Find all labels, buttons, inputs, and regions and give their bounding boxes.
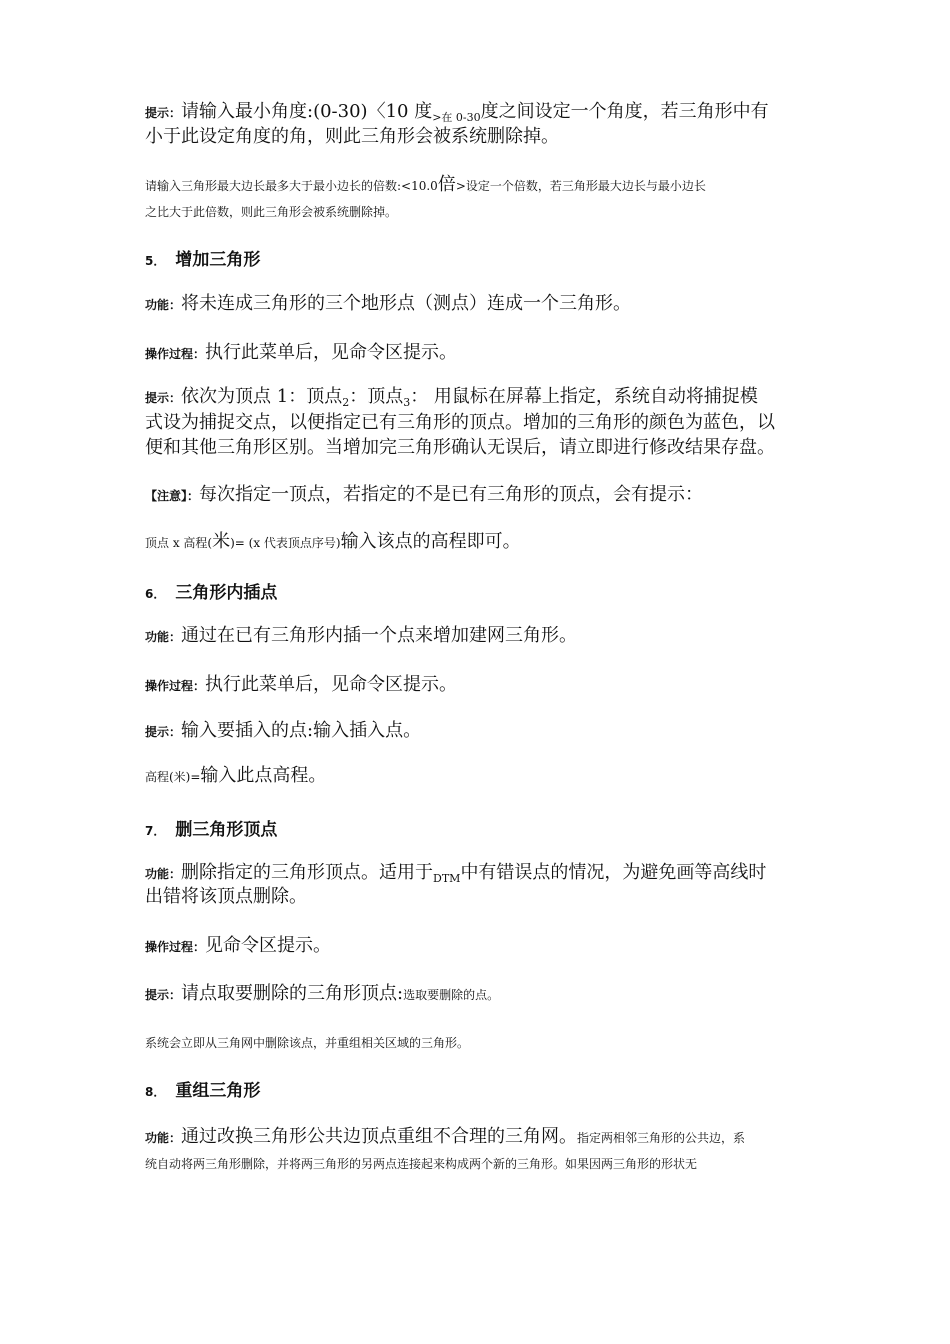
hint-text: 请点取要删除的三角形顶点:	[181, 983, 404, 1004]
s7-hint	[145, 983, 499, 1006]
s5-operation	[145, 342, 457, 365]
s5-function	[145, 293, 631, 316]
section-number: 8．	[145, 1085, 166, 1099]
function-label: 功能：	[145, 630, 182, 644]
hint-label: 提示：	[145, 391, 182, 405]
operation-label: 操作过程：	[145, 679, 206, 693]
hint-label: 提示：	[145, 725, 182, 739]
s6-hint	[145, 720, 421, 743]
hint-text: 依次为顶点 1：顶点	[181, 386, 343, 407]
function-text: 通过改换三角形公共边顶点重组不合理的三角网。	[181, 1126, 578, 1147]
section-7-heading	[145, 815, 277, 840]
hint-text: 输入要插入的点:输入插入点。	[181, 720, 422, 741]
s7-function-line2: 出错将该顶点删除。	[145, 886, 307, 907]
min-angle-prompt: 请输入最小角度:(0-30)〈10 度	[181, 101, 433, 122]
section-8-heading	[145, 1076, 260, 1101]
hint-label: 提示：	[145, 988, 182, 1002]
hint-detail: 选取要删除的点。	[403, 988, 500, 1002]
s7-system-note: 系统会立即从三角网中删除该点，并重组相关区域的三角形。	[145, 1036, 470, 1050]
operation-text: 执行此菜单后，见命令区提示。	[205, 674, 458, 695]
function-text: 通过在已有三角形内插一个点来增加建网三角形。	[181, 625, 578, 646]
section-title: 增加三角形	[175, 250, 261, 270]
vertex-prompt-tail: )= (x 代表顶点序号)	[230, 536, 341, 550]
s6-function	[145, 625, 577, 648]
function-text: 中有错误点的情况，为避免画等高线时	[460, 862, 767, 883]
section-6-heading	[145, 578, 277, 603]
s5-note	[145, 484, 703, 507]
function-label: 功能：	[145, 1131, 182, 1145]
hint-text: ： 用鼠标在屏幕上指定，系统自动将捕捉模	[410, 386, 758, 407]
section-title: 删三角形顶点	[175, 820, 278, 840]
function-text: 删除指定的三角形顶点。适用于	[181, 862, 434, 883]
hint-text: ：顶点	[349, 386, 404, 407]
function-label: 功能：	[145, 867, 182, 881]
min-angle-desc: 度之间设定一个角度，若三角形中有	[480, 101, 769, 122]
note-label: 【注意】：	[145, 489, 200, 503]
section-number: 6．	[145, 587, 166, 601]
vertex-instruction: 输入该点的高程即可。	[340, 531, 521, 552]
ratio-hint-line2: 之比大于此倍数，则此三角形会被系统删除掉。	[145, 205, 398, 219]
hint-label: 提示：	[145, 106, 182, 120]
s6-operation	[145, 674, 457, 697]
section-5-heading	[145, 245, 260, 270]
elevation-instruction: 输入此点高程。	[200, 765, 327, 786]
min-angle-hint-line2: 小于此设定角度的角，则此三角形会被系统删除掉。	[145, 126, 559, 147]
min-angle-hint-line1	[145, 101, 769, 129]
s5-vertex-prompt	[145, 531, 521, 552]
operation-label: 操作过程：	[145, 940, 206, 954]
ratio-hint-line1	[145, 174, 706, 195]
ratio-desc: >设定一个倍数，若三角形最大边长与最小边长	[455, 179, 706, 193]
range-subscript: >在 0-30	[432, 111, 481, 124]
section-title: 三角形内插点	[175, 583, 278, 603]
s8-function-line2: 统自动将两三角形删除，并将两三角形的另两点连接起来构成两个新的三角形。如果因两三角形的形状无	[145, 1157, 698, 1171]
function-label: 功能：	[145, 298, 182, 312]
s5-hint-line3: 便和其他三角形区别。当增加完三角形确认无误后，请立即进行修改结果存盘。	[145, 437, 775, 458]
operation-text: 见命令区提示。	[205, 935, 332, 956]
vertex-prompt: 顶点 x 高程(	[145, 536, 213, 550]
dtm-subscript: DTM	[433, 872, 461, 885]
s6-elevation	[145, 765, 327, 786]
section-number: 7．	[145, 824, 166, 838]
section-number: 5．	[145, 254, 166, 268]
s7-operation	[145, 935, 331, 958]
s5-hint-line1	[145, 386, 758, 414]
vertex-subscript: 2	[342, 396, 350, 409]
note-text: 每次指定一顶点，若指定的不是已有三角形的顶点，会有提示：	[199, 484, 704, 505]
ratio-prompt: 请输入三角形最大边长最多大于最小边长的倍数:<10.0	[145, 179, 438, 193]
ratio-unit: 倍	[437, 174, 456, 195]
section-title: 重组三角形	[175, 1081, 261, 1101]
operation-text: 执行此菜单后，见命令区提示。	[205, 342, 458, 363]
vertex-subscript: 3	[403, 396, 411, 409]
function-detail: 指定两相邻三角形的公共边，系	[577, 1131, 746, 1145]
meter-unit: 米	[212, 531, 231, 552]
s5-hint-line2: 式设为捕捉交点，以便指定已有三角形的顶点。增加的三角形的颜色为蓝色，以	[145, 412, 775, 433]
elevation-prompt: 高程(米)=	[145, 770, 201, 784]
s8-function-line1	[145, 1126, 745, 1149]
function-text: 将未连成三角形的三个地形点（测点）连成一个三角形。	[181, 293, 632, 314]
operation-label: 操作过程：	[145, 347, 206, 361]
